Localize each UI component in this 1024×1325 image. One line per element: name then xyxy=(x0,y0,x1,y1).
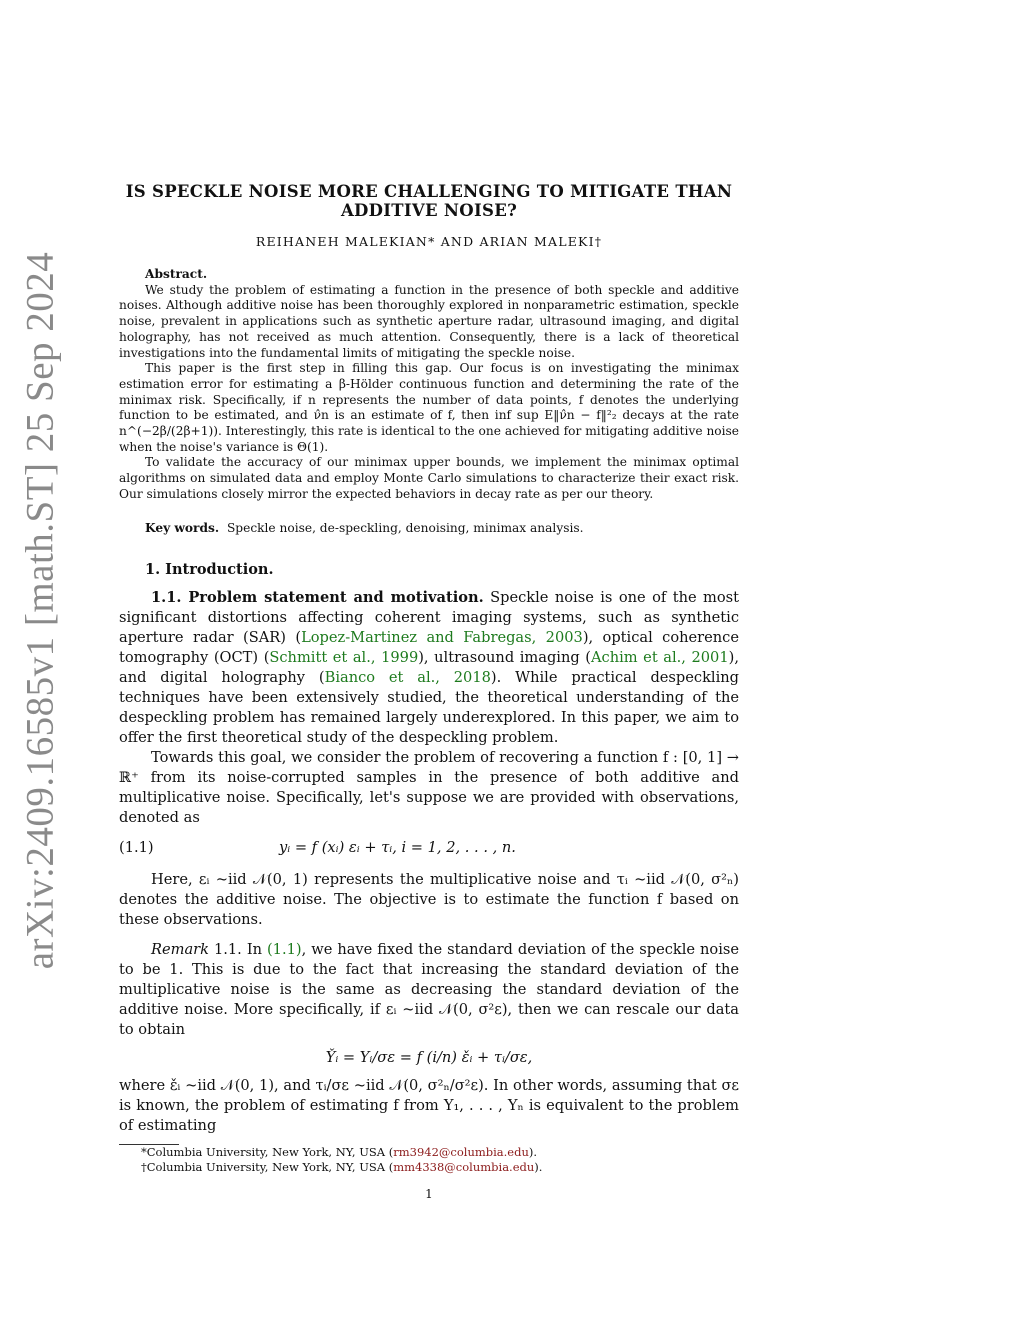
authors: REIHANEH MALEKIAN* AND ARIAN MALEKI† xyxy=(255,234,603,249)
abstract-p2: This paper is the first step in filling this gap. Our focus is on investigating the minimax estimation error for estimating a β-Hölder continuous function and determining the rate of the minimax risk. Specifically, if n represents the number of data points, f denotes the underlying function to be estimated, and ν̂n is an estimate of f, then inf sup E‖ν̂n − f‖²₂ decays at the rate n^(−2β/(2β+1)). Interestingly, this rate is identical to the one achieved for mitigating additive noise when the noise's variance is Θ(1). xyxy=(119,361,739,454)
remark: Remark 1.1. In (1.1), we have fixed the standard deviation of the speckle noise to be 1. This is due to the fact that increasing the standard deviation of the multiplicative noise is the same as decreasing the standard deviation of the additive noise. More specifically, if εᵢ ~iid 𝒩(0, σ²ε), then we can rescale our data to obtain xyxy=(119,940,739,1038)
citation-link[interactable]: Lopez-Martinez and Fabregas, 2003 xyxy=(301,628,583,646)
keywords-text: Speckle noise, de-speckling, denoising, minimax analysis. xyxy=(226,520,584,535)
intro-p3: Here, εᵢ ~iid 𝒩(0, 1) represents the multiplicative noise and τᵢ ~iid 𝒩(0, σ²ₙ) denotes the additive noise. The objective is to estimate the function f based on these observations. xyxy=(119,870,739,928)
intro-body xyxy=(119,588,739,1136)
equation-number: (1.1) xyxy=(119,838,154,856)
keywords-label: Key words. xyxy=(145,520,220,535)
equation-1-1 xyxy=(119,838,739,858)
abstract-p1: We study the problem of estimating a function in the presence of both speckle and additive noises. Although additive noise has been thoroughly explored in nonparametric estimation, speckle noise, prevalent in applications such as synthetic aperture radar, ultrasound imaging, and digital holography, has not received as much attention. Consequently, there is a lack of theoretical investigations into the fundamental limits of mitigating the speckle noise. xyxy=(119,282,739,360)
keywords xyxy=(119,521,739,535)
footnote-1: *Columbia University, New York, NY, USA (rm3942@columbia.edu). xyxy=(141,1144,538,1159)
equation-expression: yᵢ = f (xᵢ) εᵢ + τᵢ, i = 1, 2, . . . , n. xyxy=(279,838,516,856)
abstract xyxy=(119,267,739,503)
remark-label: Remark xyxy=(151,940,209,958)
section-heading: 1. Introduction. xyxy=(145,560,274,578)
citation-link[interactable]: Achim et al., 2001 xyxy=(590,648,729,666)
email-link[interactable]: rm3942@columbia.edu xyxy=(393,1144,529,1159)
citation-link[interactable]: Bianco et al., 2018 xyxy=(324,668,491,686)
page-number: 1 xyxy=(425,1186,433,1201)
subsection-heading: 1.1. Problem statement and motivation. xyxy=(151,588,484,606)
footnote-2: †Columbia University, New York, NY, USA (mm4338@columbia.edu). xyxy=(141,1159,543,1174)
citation-link[interactable]: Schmitt et al., 1999 xyxy=(269,648,419,666)
abstract-heading: Abstract. xyxy=(145,267,208,281)
paper-page xyxy=(119,182,739,1201)
paper-title: IS SPECKLE NOISE MORE CHALLENGING TO MITIGATE THAN ADDITIVE NOISE? xyxy=(125,182,733,220)
abstract-p3: To validate the accuracy of our minimax upper bounds, we implement the minimax optimal algorithms on simulated data and employ Monte Carlo simulations to characterize their exact risk. Our simulations closely mirror the expected behaviors in decay rate as per our theory. xyxy=(119,455,739,501)
arxiv-sidebar xyxy=(10,240,70,980)
intro-p4: where ε̌ᵢ ~iid 𝒩(0, 1), and τᵢ/σε ~iid 𝒩(0, σ²ₙ/σ²ε). In other words, assuming that σε is known, the problem of estimating f from Y₁, . . . , Yₙ is equivalent to the problem of estimating xyxy=(119,1076,739,1134)
remark-number: 1.1. xyxy=(213,940,242,958)
arxiv-id: arXiv:2409.16585v1 [math.ST] 25 Sep 2024 xyxy=(18,251,62,969)
equation-ref-link[interactable]: (1.1) xyxy=(266,940,302,958)
display-equation: Y̌ᵢ = Yᵢ/σε = f (i/n) ε̌ᵢ + τᵢ/σε, xyxy=(325,1048,533,1066)
email-link[interactable]: mm4338@columbia.edu xyxy=(393,1159,535,1174)
intro-p2: Towards this goal, we consider the problem of recovering a function f : [0, 1] → ℝ⁺ from its noise-corrupted samples in the presence of both additive and multiplicative noise. Specifically, let's suppose we are provided with observations, denoted as xyxy=(119,748,739,826)
intro-p1: 1.1. Problem statement and motivation. Speckle noise is one of the most significant distortions affecting coherent imaging systems, such as synthetic aperture radar (SAR) (Lopez-Martinez and Fabregas, 2003), optical coherence tomography (OCT) (Schmitt et al., 1999), ultrasound imaging (Achim et al., 2001), and digital holography (Bianco et al., 2018). While practical despeckling techniques have been extensively studied, the theoretical understanding of the despeckling problem has remained largely underexplored. In this paper, we aim to offer the first theoretical study of the despeckling problem. xyxy=(119,588,740,746)
